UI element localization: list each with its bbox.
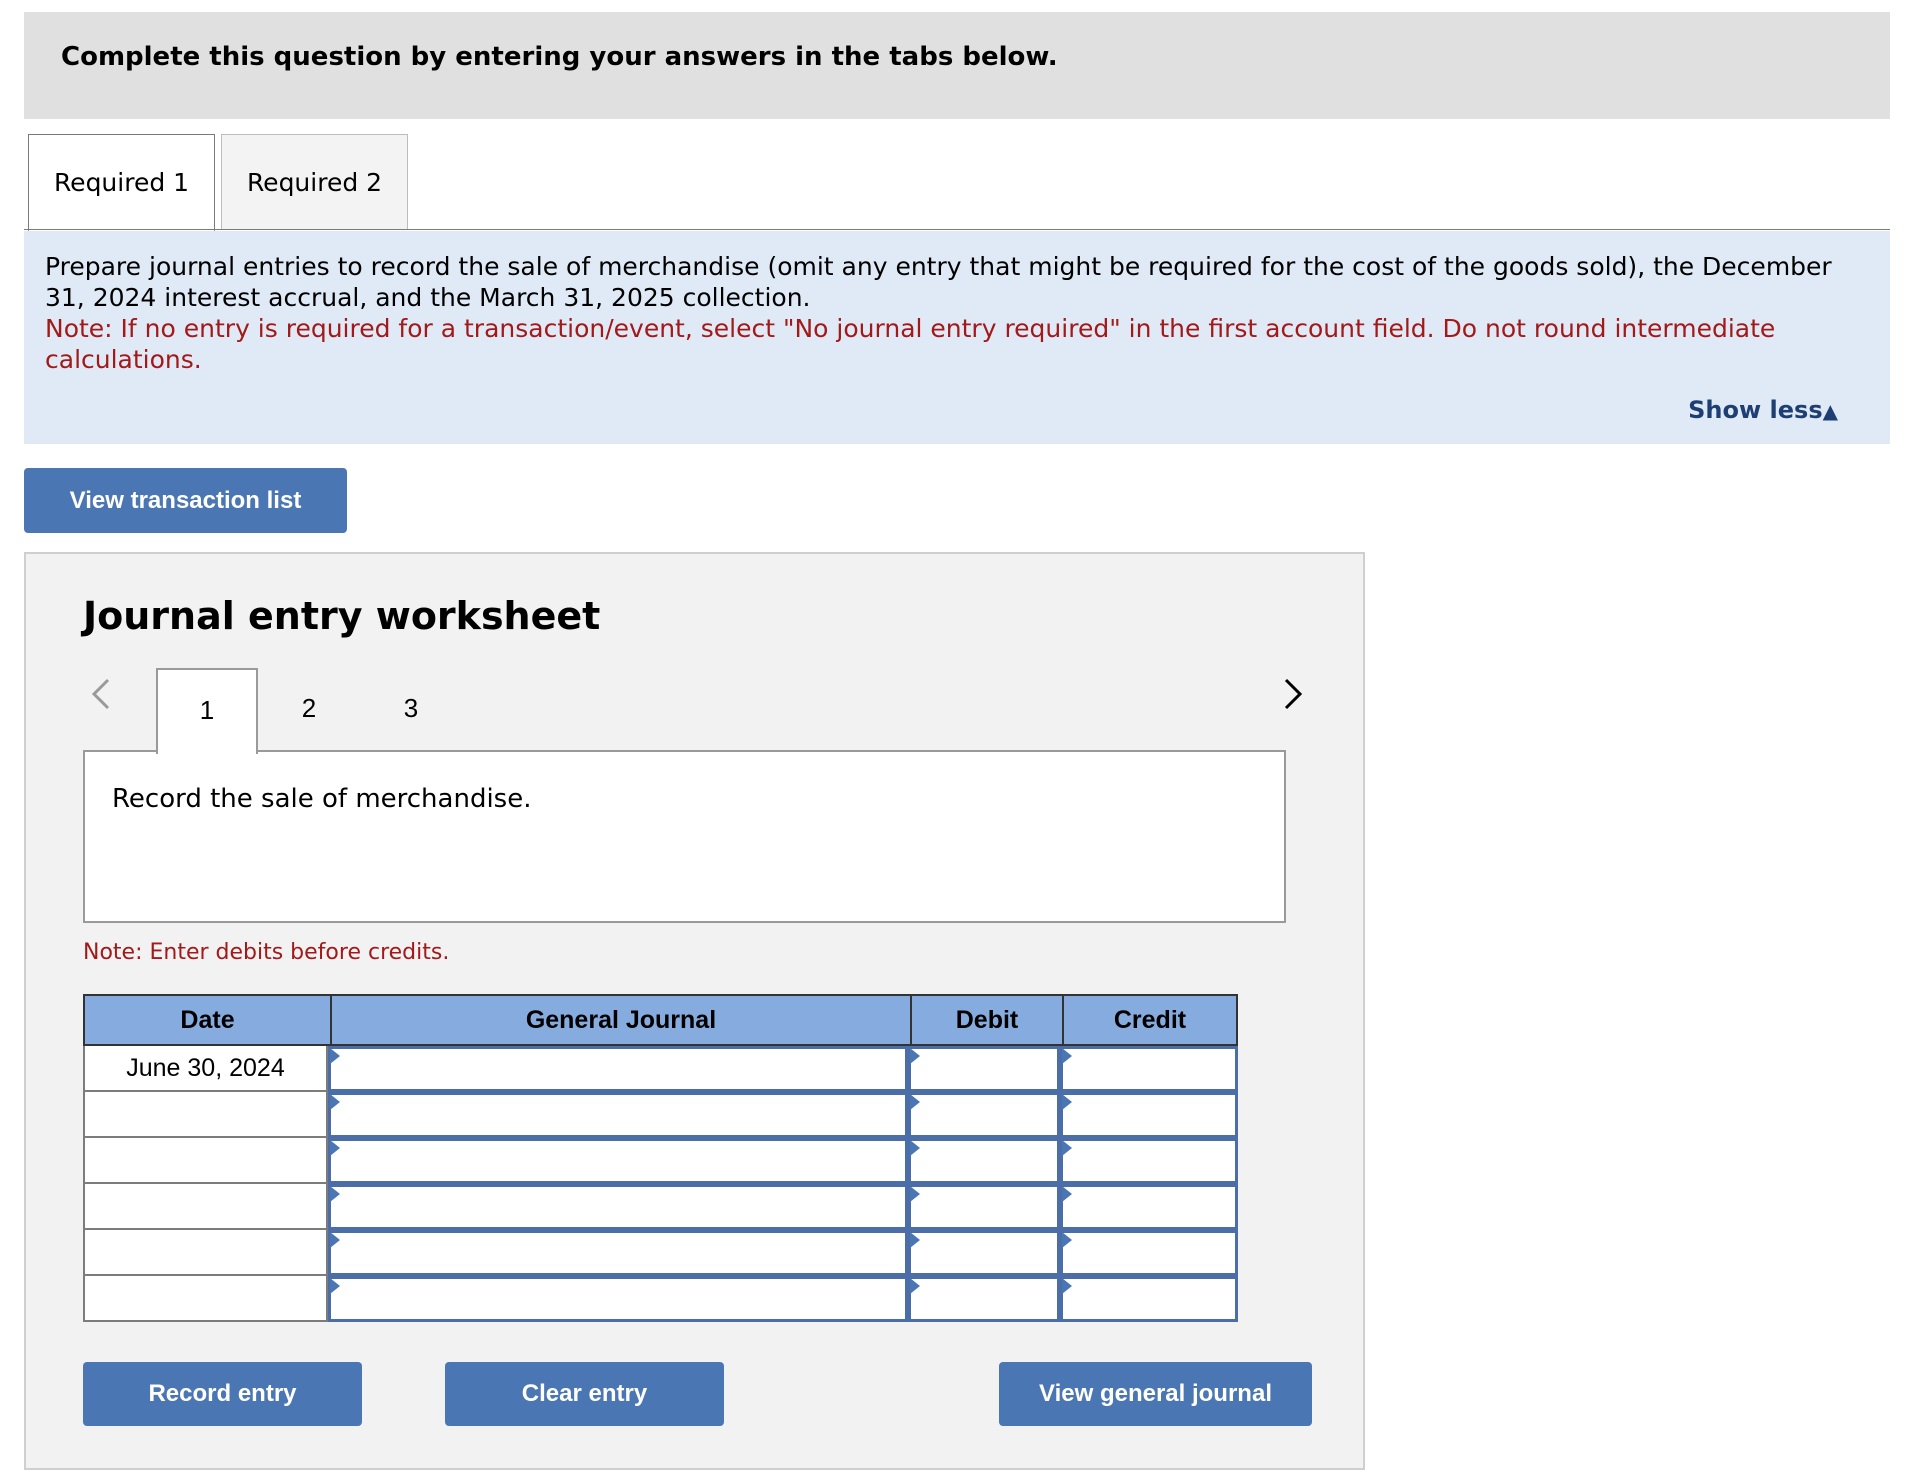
instructions-body: Prepare journal entries to record the sale of merchandise (omit any entry that might be required for the cost of the goods sold), the December 31, 2024 interest accrual, and the March 31, 2025 collection.: [45, 252, 1832, 312]
dropdown-marker-icon: [330, 1140, 340, 1156]
dropdown-marker-icon: [1062, 1048, 1072, 1064]
dropdown-marker-icon: [910, 1232, 920, 1248]
date-cell: [83, 1138, 328, 1184]
header-date: Date: [180, 1005, 235, 1034]
header-credit: Credit: [1062, 996, 1236, 1044]
debit-input[interactable]: [908, 1276, 1060, 1322]
banner-text: Complete this question by entering your answers in the tabs below.: [61, 42, 1058, 72]
instructions-text: [45, 251, 1845, 375]
credit-input[interactable]: [1060, 1138, 1238, 1184]
dropdown-marker-icon: [1062, 1140, 1072, 1156]
step-tab-3[interactable]: 3: [403, 692, 419, 723]
table-row: [83, 1184, 1238, 1230]
debit-input[interactable]: [908, 1184, 1060, 1230]
step-tab-1[interactable]: 1: [156, 668, 258, 754]
date-cell: June 30, 2024: [83, 1046, 328, 1092]
date-cell: [83, 1092, 328, 1138]
show-less-link[interactable]: [1688, 396, 1838, 424]
table-row: [83, 1276, 1238, 1322]
view-general-journal-button[interactable]: View general journal: [999, 1362, 1312, 1426]
dropdown-marker-icon: [910, 1186, 920, 1202]
chevron-right-icon[interactable]: [1278, 674, 1308, 714]
account-input[interactable]: [328, 1230, 908, 1276]
dropdown-marker-icon: [330, 1232, 340, 1248]
debits-credits-note: Note: Enter debits before credits.: [83, 940, 450, 965]
table-row: [83, 1046, 1238, 1092]
credit-input[interactable]: [1060, 1046, 1238, 1092]
dropdown-marker-icon: [1062, 1278, 1072, 1294]
instructions-panel: [24, 231, 1890, 444]
dropdown-marker-icon: [910, 1278, 920, 1294]
credit-input[interactable]: [1060, 1230, 1238, 1276]
credit-input[interactable]: [1060, 1184, 1238, 1230]
dropdown-marker-icon: [330, 1186, 340, 1202]
dropdown-marker-icon: [330, 1094, 340, 1110]
dropdown-marker-icon: [910, 1140, 920, 1156]
table-row: [83, 1138, 1238, 1184]
tab-required-2[interactable]: Required 2: [221, 134, 408, 230]
account-input[interactable]: [328, 1092, 908, 1138]
show-less-label: Show less: [1688, 396, 1823, 424]
debit-input[interactable]: [908, 1230, 1060, 1276]
credit-input[interactable]: [1060, 1276, 1238, 1322]
dropdown-marker-icon: [910, 1048, 920, 1064]
dropdown-marker-icon: [910, 1094, 920, 1110]
dropdown-marker-icon: [1062, 1232, 1072, 1248]
credit-input[interactable]: [1060, 1092, 1238, 1138]
date-cell: [83, 1184, 328, 1230]
clear-entry-button[interactable]: Clear entry: [445, 1362, 724, 1426]
account-input[interactable]: [328, 1046, 908, 1092]
dropdown-marker-icon: [330, 1278, 340, 1294]
view-transaction-list-button[interactable]: View transaction list: [24, 468, 347, 533]
required-tabs: [24, 134, 1890, 230]
entry-description-box: [83, 750, 1286, 923]
debit-input[interactable]: [908, 1046, 1060, 1092]
table-header: [83, 994, 1238, 1046]
header-general-journal: General Journal: [330, 996, 910, 1044]
dropdown-marker-icon: [1062, 1094, 1072, 1110]
date-cell: [83, 1276, 328, 1322]
chevron-left-icon[interactable]: [86, 674, 116, 714]
header-debit: Debit: [910, 996, 1062, 1044]
table-row: [83, 1092, 1238, 1138]
step-tab-2[interactable]: 2: [301, 692, 317, 723]
date-cell: [83, 1230, 328, 1276]
worksheet-title: Journal entry worksheet: [83, 594, 601, 638]
record-entry-button[interactable]: Record entry: [83, 1362, 362, 1426]
dropdown-marker-icon: [330, 1048, 340, 1064]
account-input[interactable]: [328, 1138, 908, 1184]
instructions-note: Note: If no entry is required for a transaction/event, select "No journal entry required" in the first account field. Do not round intermediate calculations.: [45, 314, 1776, 374]
triangle-up-icon: ▲: [1822, 399, 1838, 423]
account-input[interactable]: [328, 1184, 908, 1230]
tab-required-1[interactable]: Required 1: [28, 134, 215, 232]
account-input[interactable]: [328, 1276, 908, 1322]
debit-input[interactable]: [908, 1138, 1060, 1184]
table-row: [83, 1230, 1238, 1276]
tabs-divider: [24, 229, 1890, 230]
entry-description: Record the sale of merchandise.: [112, 784, 532, 814]
instruction-banner: [24, 12, 1890, 119]
debit-input[interactable]: [908, 1092, 1060, 1138]
dropdown-marker-icon: [1062, 1186, 1072, 1202]
journal-entry-worksheet: [24, 552, 1365, 1470]
